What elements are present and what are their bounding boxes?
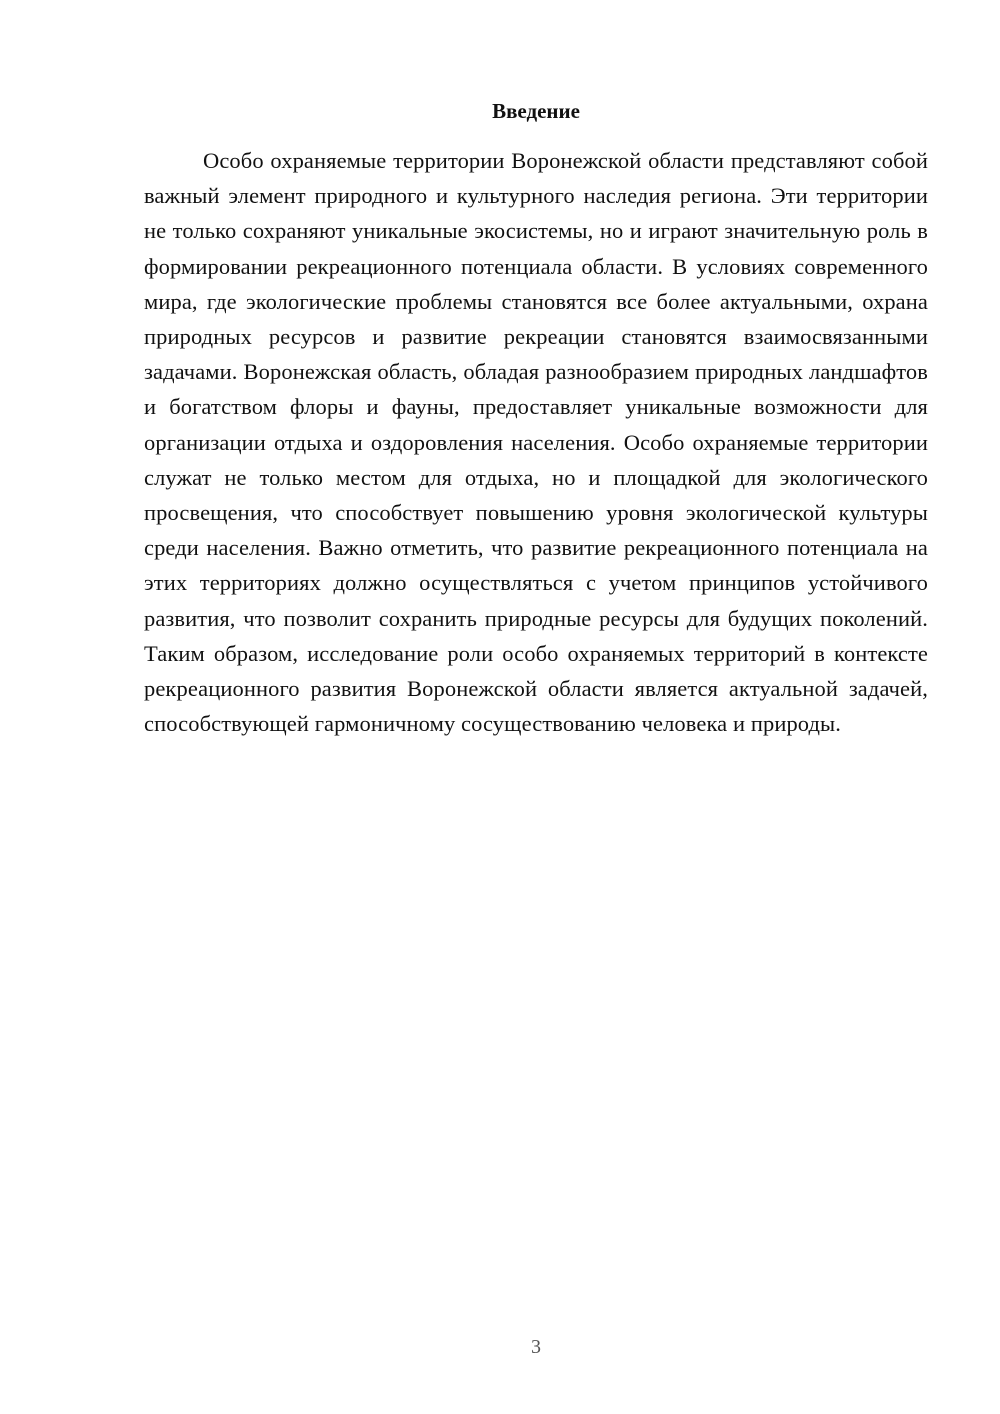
body-paragraph: Особо охраняемые территории Воронежской области представляют собой важный элемент природного и культурного наследия региона. Эти территории не только сохраняют уникальные экосистемы, но и играют значительную роль в формировании рекреационного потенциала области. В условиях современного мира, где экологические проблемы становятся все более актуальными, охрана природных ресурсов и развитие рекреации становятся взаимосвязанными задачами. Воронежская область, обладая разнообразием природных ландшафтов и богатством флоры и фауны, предоставляет уникальные возможности для организации отдыха и оздоровления населения. Особо охраняемые территории служат не только местом для отдыха, но и площадкой для экологического просвещения, что способствует повышению уровня экологической культуры среди населения. Важно отметить, что развитие рекреационного потенциала на этих территориях должно осуществляться с учетом принципов устойчивого развития, что позволит сохранить природные ресурсы для будущих поколений. Таким образом, исследование роли особо охраняемых территорий в контексте рекреационного развития Воронежской области является актуальной задачей, способствующей гармоничному сосуществованию человека и природы. xyxy=(144,148,928,737)
section-title: Введение xyxy=(492,99,580,123)
page-number: 3 xyxy=(531,1336,541,1358)
